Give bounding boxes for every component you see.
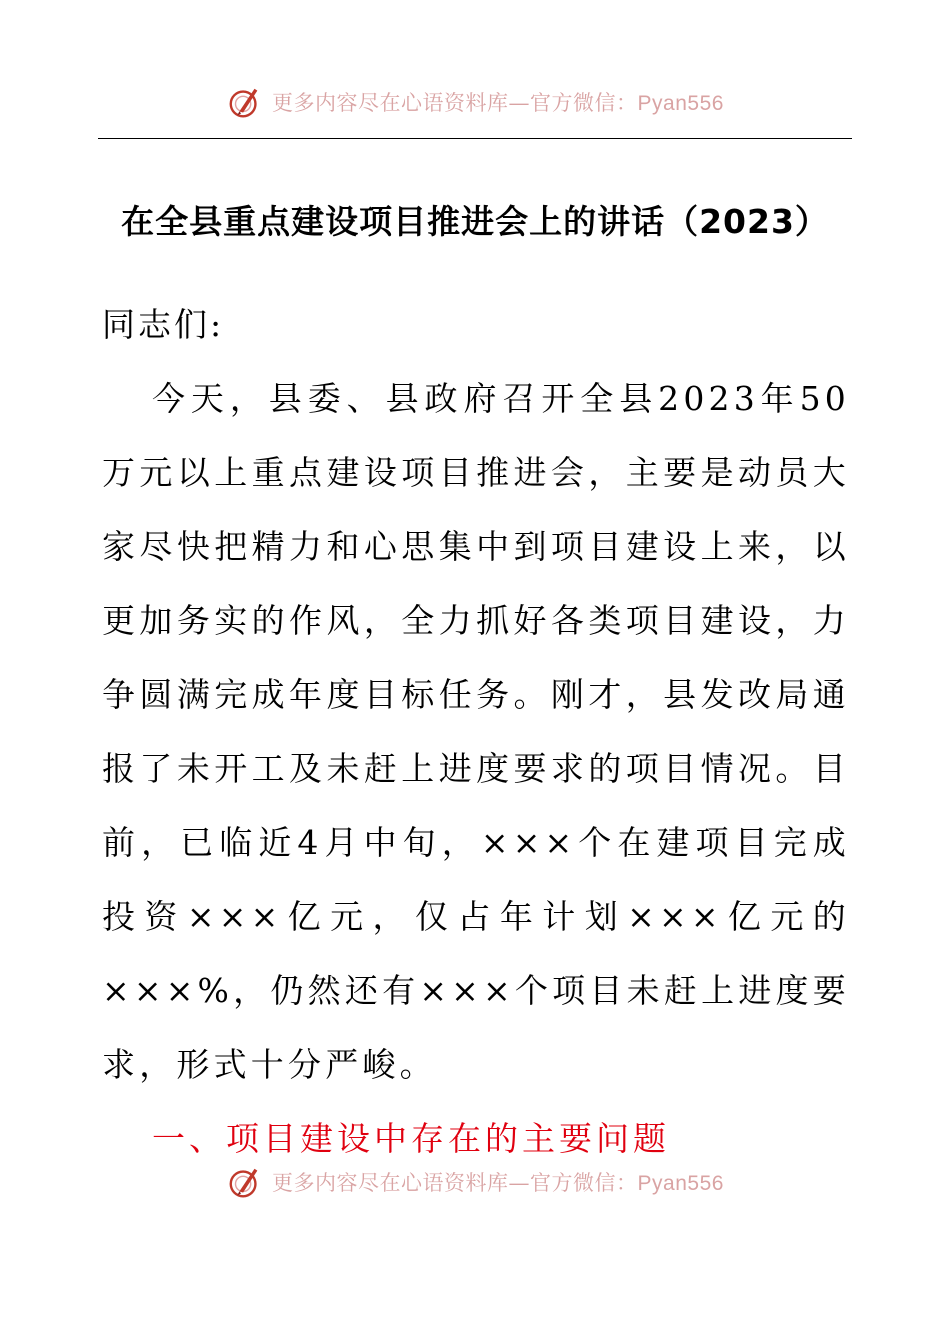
quill-pen-circle-icon [226, 1163, 264, 1201]
header-divider [98, 138, 852, 139]
salutation: 同志们: [102, 305, 225, 344]
watermark-text: 更多内容尽在心语资料库—官方微信：Pyan556 [272, 91, 724, 115]
footer-watermark [0, 1160, 950, 1204]
section-heading: 一、项目建设中存在的主要问题 [152, 1119, 670, 1158]
watermark-text: 更多内容尽在心语资料库—官方微信：Pyan556 [272, 1171, 724, 1195]
watermark-wechat-id: Pyan556 [637, 92, 724, 115]
header-watermark [0, 80, 950, 124]
quill-pen-circle-icon [226, 83, 264, 121]
body-paragraph: 今天，县委、县政府召开全县2023年50万元以上重点建设项目推进会，主要是动员大家尽快把精力和心思集中到项目建设上来，以更加务实的作风，全力抓好各类项目建设，力争圆满完成年度目标任务。刚才，县发改局通报了未开工及未赶上进度要求的项目情况。目前，已临近4月中旬，×××个在建项目完成投资×××亿元，仅占年计划×××亿元的×××%，仍然还有×××个项目未赶上进度要求，形式十分严峻。 [102, 379, 850, 1084]
document-title: 在全县重点建设项目推进会上的讲话（2023） [121, 202, 829, 241]
watermark-wechat-id: Pyan556 [637, 1172, 724, 1195]
document-body [102, 288, 850, 1176]
